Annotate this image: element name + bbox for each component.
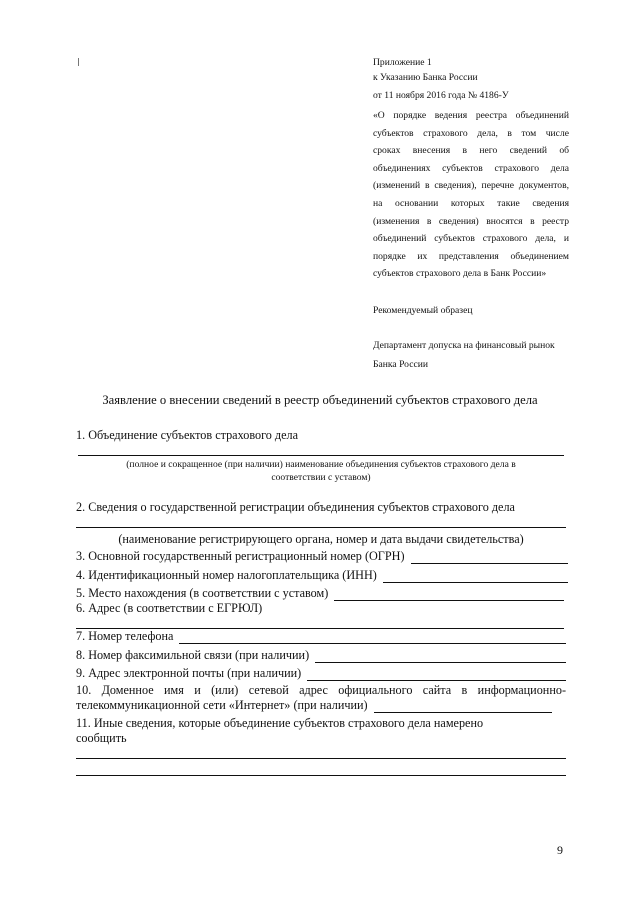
- order-title-line: (изменений в сведения), перечне документов,: [373, 180, 569, 192]
- order-title: [373, 107, 569, 283]
- appendix-date: от 11 ноября 2016 года № 4186-У: [373, 90, 509, 101]
- caption-line: (полное и сокращенное (при наличии) наименование объединения субъектов страхового дела в: [126, 459, 516, 470]
- item-1-field[interactable]: [78, 455, 564, 456]
- item-10-field[interactable]: [374, 700, 552, 713]
- form-title: Заявление о внесении сведений в реестр объединений субъектов страхового дела: [102, 393, 538, 407]
- item-4-text: 4. Идентификационный номер налогоплательщика (ИНН): [76, 568, 377, 582]
- appendix-header: [373, 55, 569, 372]
- item-5-field[interactable]: [334, 588, 564, 601]
- item-1-text: 1. Объединение субъектов страхового дела: [76, 428, 299, 442]
- item-9-text: 9. Адрес электронной почты (при наличии): [76, 666, 302, 680]
- item-7-field[interactable]: [179, 631, 566, 644]
- order-title-line: объединений субъектов страхового дела, и: [373, 233, 569, 245]
- order-title-line: «О порядке ведения реестра объединений: [373, 110, 569, 121]
- item-2-field[interactable]: [76, 527, 566, 528]
- appendix-reference: к Указанию Банка России: [373, 72, 478, 83]
- item-6-text: 6. Адрес (в соответствии с ЕГРЮЛ): [76, 601, 263, 615]
- item-11: [76, 716, 536, 746]
- item-11-line: 11. Иные сведения, которые объединение субъектов страхового дела намерено: [76, 716, 484, 730]
- order-title-line: субъектов страхового дела в Банк России»: [373, 268, 547, 280]
- item-1-label: [76, 428, 298, 443]
- item-6-label: [76, 601, 262, 616]
- item-11-field-extra[interactable]: [76, 775, 566, 776]
- appendix-number: Приложение 1: [373, 57, 432, 68]
- item-7-row: [76, 629, 566, 644]
- item-8-row: [76, 648, 566, 663]
- item-10-row: [76, 698, 552, 713]
- item-10: [76, 683, 566, 698]
- order-title-line: (изменения в сведения) вносятся в реестр: [373, 215, 569, 227]
- order-title-line: порядке их представления объединением: [373, 250, 569, 262]
- item-4-field[interactable]: [383, 570, 568, 583]
- sample-label: Рекомендуемый образец: [373, 304, 473, 316]
- item-8-text: 8. Номер факсимильной связи (при наличии): [76, 648, 310, 662]
- order-title-line: объединениях субъектов страхового дела: [373, 162, 569, 174]
- item-4-row: [76, 568, 568, 583]
- order-title-line: на основании которых такие сведения: [373, 197, 569, 209]
- order-title-line: субъектов страхового дела, в том числе: [373, 127, 569, 139]
- item-2-text: 2. Сведения о государственной регистрации объединения субъектов страхового дела: [76, 500, 515, 514]
- item-9-row: [76, 666, 566, 681]
- item-3-field[interactable]: [411, 551, 569, 564]
- page-number: 9: [557, 843, 563, 857]
- item-3-row: [76, 549, 568, 564]
- item-2-caption: (наименование регистрирующего органа, номер и дата выдачи свидетельства): [118, 532, 524, 546]
- item-8-field[interactable]: [315, 650, 566, 663]
- item-11-field[interactable]: [76, 758, 566, 759]
- order-title-line: сроках внесения в него сведений об: [373, 145, 569, 157]
- item-5-row: [76, 586, 564, 601]
- item-3-text: 3. Основной государственный регистрационный номер (ОГРН): [76, 549, 405, 563]
- item-11-line: сообщить: [76, 731, 127, 745]
- caption-line: соответствии с уставом): [271, 472, 371, 483]
- addressee-line: Департамент допуска на финансовый рынок: [373, 339, 555, 351]
- item-1-caption: [78, 458, 564, 484]
- item-10-text: телекоммуникационной сети «Интернет» (при наличии): [76, 698, 368, 712]
- item-5-text: 5. Место нахождения (в соответствии с уставом): [76, 586, 329, 600]
- item-10-line: 10. Доменное имя и (или) сетевой адрес официального сайта в информационно-: [76, 683, 566, 697]
- item-9-field[interactable]: [307, 668, 566, 681]
- item-2-label: [76, 500, 515, 515]
- scan-mark: [78, 58, 79, 66]
- addressee-line: Банка России: [373, 358, 428, 370]
- item-7-text: 7. Номер телефона: [76, 629, 174, 643]
